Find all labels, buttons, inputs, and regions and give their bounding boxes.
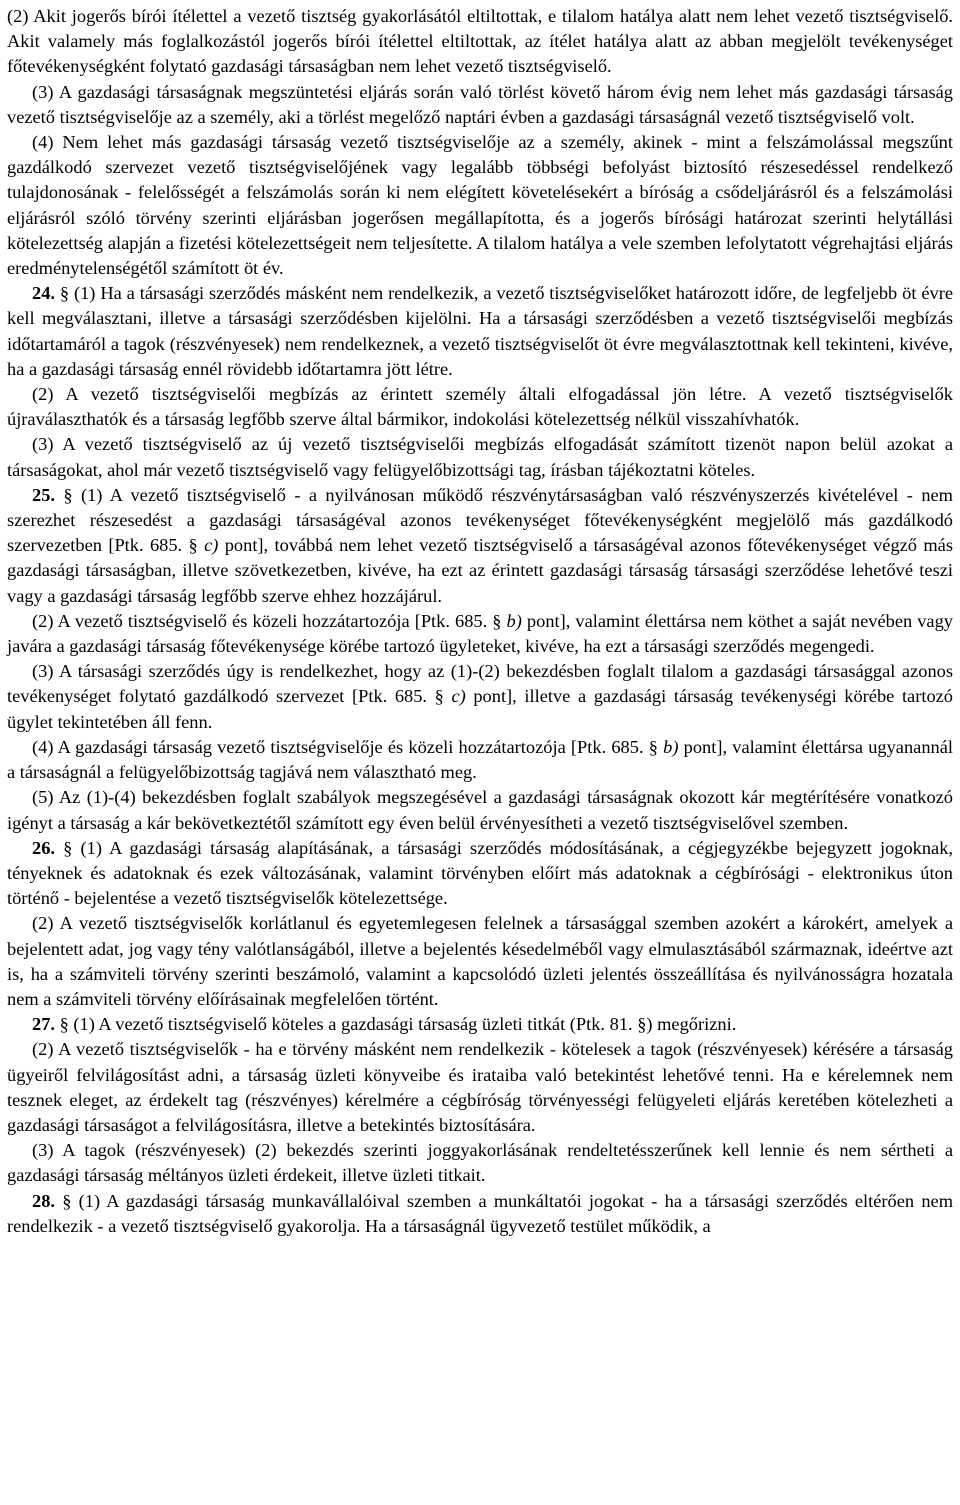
paragraph	[7, 80, 953, 130]
paragraph	[7, 382, 953, 432]
paragraph-text: (3) A tagok (részvényesek) (2) bekezdés szerinti joggyakorlásának rendeltetésszerűnek kell lennie és nem sértheti a gazdasági társaság méltányos üzleti érdekeit, illetve üzleti titkait.	[7, 1140, 953, 1186]
section-number: 26.	[32, 837, 55, 858]
point-reference: c)	[451, 686, 466, 707]
section-number: 24.	[32, 283, 55, 304]
paragraph-text: (2) A vezető tisztségviselő és közeli hozzátartozója [Ptk. 685. §	[32, 610, 507, 631]
paragraph	[7, 785, 953, 835]
paragraph	[7, 1189, 953, 1239]
section-number: 28.	[32, 1190, 55, 1211]
paragraph-text: pont], továbbá nem lehet vezető tisztségviselő a társaságéval azonos főtevékenységet végző más gazdasági társaságban, illetve szövetkezetben, kivéve, ha ezt az érintett gazdasági társaság társasági szerződése lehetővé teszi vagy a gazdasági társaság legfőbb szerve ehhez hozzájárul.	[7, 535, 953, 606]
paragraph	[7, 1138, 953, 1188]
paragraph	[7, 1012, 953, 1037]
paragraph	[7, 911, 953, 1012]
paragraph-text: (3) A vezető tisztségviselő az új vezető tisztségviselői megbízás elfogadását számított tizenöt napon belül azokat a társaságokat, ahol már vezető tisztségviselő vagy felügyelőbizottsági tag, írásban tájékoztatni köteles.	[7, 434, 953, 480]
paragraph-text: § (1) Ha a társasági szerződés másként nem rendelkezik, a vezető tisztségviselőket határozott időre, de legfeljebb öt évre kell megválasztani, illetve a társasági szerződésben kijelölni. Ha a társasági szerződésben a vezető tisztségviselői megbízás időtartamáról a tagok (részvényesek) nem rendelkeznek, a vezető tisztségviselőt öt évre megválasztottnak kell tekinteni, kivéve, ha a gazdasági társaság ennél rövidebb időtartamra jött létre.	[7, 283, 953, 379]
paragraph	[7, 4, 953, 80]
paragraph-text: (4) A gazdasági társaság vezető tisztségviselője és közeli hozzátartozója [Ptk. 685. §	[32, 736, 664, 757]
paragraph	[7, 735, 953, 785]
paragraph-text: (2) A vezető tisztségviselői megbízás az érintett személy általi elfogadással jön létre. A vezető tisztségviselők újraválaszthatók és a társaság legfőbb szerve által bármikor, indokolási kötelezettség nélkül visszahívhatók.	[7, 384, 953, 430]
paragraph	[7, 659, 953, 735]
paragraph-text: (5) Az (1)-(4) bekezdésben foglalt szabályok megszegésével a gazdasági társaságnak okozott kár megtérítésére vonatkozó igényt a társaság a kár bekövetkeztétől számított egy éven belül érvényesítheti a vezető tisztségviselővel szemben.	[7, 787, 953, 833]
paragraph-text: (4) Nem lehet más gazdasági társaság vezető tisztségviselője az a személy, akinek - mint a felszámolással megszűnt gazdálkodó szervezet vezető tisztségviselőjének vagy legalább többségi befolyást biztosító részesedéssel rendelkező tulajdonosának - felelősségét a felszámolás során ki nem elégített követelésekért a bíróság a csődeljárásról és a felszámolási eljárásról szóló törvény szerinti eljárásban jogerősen megállapította, és a jogerős bírósági határozat szerinti helytállási kötelezettség alapján a fizetési kötelezettségeit nem teljesítette. A tilalom hatálya a vele szemben lefolytatott végrehajtási eljárás eredménytelenségétől számított öt év.	[7, 132, 953, 279]
paragraph-text: § (1) A vezető tisztségviselő köteles a gazdasági társaság üzleti titkát (Ptk. 81. §) megőrizni.	[55, 1014, 737, 1035]
paragraph-text: § (1) A gazdasági társaság munkavállalóival szemben a munkáltatói jogokat - ha a társasági szerződés eltérően nem rendelkezik - a vezető tisztségviselő gyakorolja. Ha a társaságnál ügyvezető testület működik, a	[7, 1190, 953, 1236]
paragraph	[7, 281, 953, 382]
paragraph	[7, 130, 953, 281]
paragraph-text: § (1) A gazdasági társaság alapításának, a társasági szerződés módosításának, a cégjegyzékbe bejegyzett jogoknak, tényeknek és adatoknak és ezek változásának, valamint törvényben előírt más adatoknak a cégbírósági - elektronikus úton történő - bejelentése a vezető tisztségviselők kötelezettsége.	[7, 837, 953, 909]
paragraph	[7, 836, 953, 912]
paragraph-text: (3) A gazdasági társaságnak megszüntetési eljárás során való törlést követő három évig nem lehet más gazdasági társaság vezető tisztségviselője az a személy, aki a törlést megelőző naptári évben a gazdasági társaságnál vezető tisztségviselő volt.	[7, 81, 953, 127]
paragraph-text: (2) A vezető tisztségviselők korlátlanul és egyetemlegesen felelnek a társasággal szemben azokért a károkért, amelyek a bejelentett adat, jog vagy tény valótlanságából, illetve a bejelentés késedelméből vagy elmulasztásából származnak, ideértve azt is, ha a számviteli törvény szerinti beszámoló, valamint a kapcsolódó üzleti jelentés összeállítása és nyilvánosságra hozatala nem a számviteli törvény előírásainak megfelelően történt.	[7, 913, 953, 1009]
paragraph-text: pont], illetve a gazdasági társaság tevékenységi körébe tartozó ügylet tekintetében áll fenn.	[7, 686, 954, 732]
section-number: 27.	[32, 1014, 55, 1035]
point-reference: b)	[663, 736, 679, 757]
paragraph	[7, 609, 953, 659]
point-reference: c)	[204, 535, 219, 556]
paragraph-text: § (1) A vezető tisztségviselő - a nyilvánosan működő részvénytársaságban való részvényszerzés kivételével - nem szerezhet részesedést a gazdasági társaságéval azonos tevékenységet főtevékenységként megjelölő más gazdálkodó szervezetben [Ptk. 685. §	[7, 484, 953, 556]
paragraph	[7, 483, 953, 609]
paragraph-text: (3) A társasági szerződés úgy is rendelkezhet, hogy az (1)-(2) bekezdésben foglalt tilalom a gazdasági társasággal azonos tevékenységet folytató gazdálkodó szervezet [Ptk. 685. §	[7, 661, 953, 707]
paragraph	[7, 1037, 953, 1138]
paragraph-text: pont], valamint élettársa nem köthet a saját nevében vagy javára a gazdasági társaság főtevékenysége körébe tartozó ügyleteket, kivéve, ha ezt a társasági szerződés megengedi.	[7, 610, 953, 657]
point-reference: b)	[506, 610, 522, 631]
section-number: 25.	[32, 484, 55, 505]
paragraph	[7, 432, 953, 482]
paragraph-text: (2) A vezető tisztségviselők - ha e törvény másként nem rendelkezik - kötelesek a tagok (részvényesek) kérésére a társaság ügyeiről felvilágosítást adni, a társaság üzleti könyveibe és irataiba való betekintést lehetővé tenni. Ha e kérelemnek nem tesznek eleget, az érdekelt tag (részvényes) kérelmére a cégbíróság törvényességi felügyeleti eljárás keretében kötelezheti a gazdasági társaságot a felvilágosításra, illetve a betekintés biztosítására.	[7, 1039, 953, 1135]
paragraph-text: pont], valamint élettársa ugyanannál a társaságnál a felügyelőbizottság tagjává nem választható meg.	[7, 736, 953, 783]
paragraph-text: (2) Akit jogerős bírói ítélettel a vezető tisztség gyakorlásától eltiltottak, e tilalom hatálya alatt nem lehet vezető tisztségviselő. Akit valamely más foglalkozástól jogerős bírói ítélettel eltiltottak, az ítélet hatálya alatt az abban megjelölt tevékenységet főtevékenységként folytató gazdasági társaságban nem lehet vezető tisztségviselő.	[7, 6, 953, 77]
